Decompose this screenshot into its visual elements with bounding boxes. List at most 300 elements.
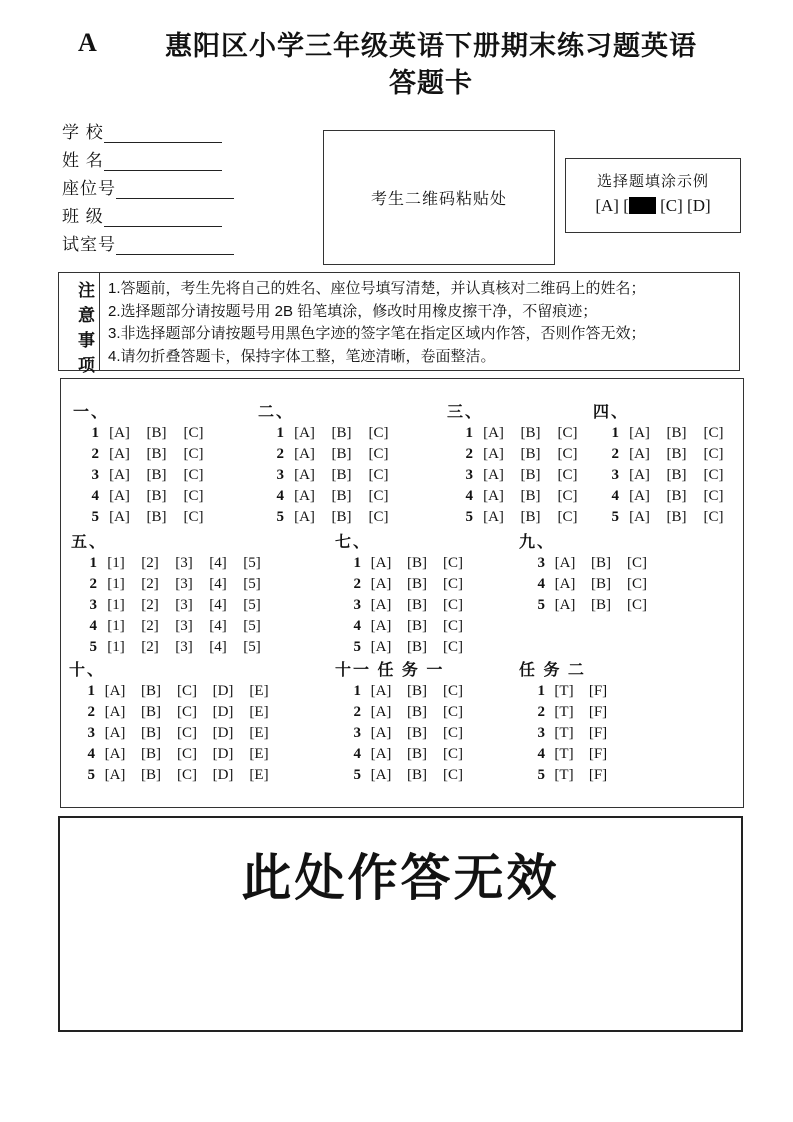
- notice-side-label: [59, 273, 100, 375]
- answer-bubble[interactable]: [B]: [146, 509, 167, 525]
- question-row: [335, 616, 471, 637]
- answer-bubble[interactable]: [3]: [175, 618, 193, 634]
- answer-bubble[interactable]: [1]: [107, 618, 125, 634]
- question-number: 3: [537, 555, 545, 571]
- question-number: 4: [465, 488, 473, 504]
- answer-bubble[interactable]: [B]: [141, 725, 161, 741]
- answer-bubble[interactable]: [A]: [294, 509, 315, 525]
- answer-bubble[interactable]: [C]: [177, 704, 197, 720]
- answer-bubble[interactable]: [D]: [212, 725, 234, 741]
- notice-items: [100, 273, 739, 370]
- answer-bubble[interactable]: [A]: [483, 467, 504, 483]
- question-row: [519, 553, 655, 574]
- question-row: [593, 486, 732, 507]
- question-number: 3: [353, 597, 361, 613]
- question-number: 3: [537, 725, 545, 741]
- question-row: [71, 616, 269, 637]
- answer-bubble[interactable]: [A]: [109, 509, 130, 525]
- fill-example-title: 选择题填涂示例: [596, 173, 709, 190]
- answer-bubble[interactable]: [A]: [109, 488, 130, 504]
- answer-bubble[interactable]: [A]: [370, 746, 392, 762]
- answer-bubble[interactable]: [T]: [554, 683, 574, 699]
- answer-bubble[interactable]: [T]: [554, 725, 574, 741]
- question-row: [519, 765, 615, 786]
- answer-bubble[interactable]: [C]: [557, 467, 578, 483]
- answer-bubble[interactable]: [B]: [141, 746, 161, 762]
- answer-bubble[interactable]: [D]: [212, 767, 234, 783]
- notice-side-char: 项: [78, 356, 95, 375]
- question-row: [335, 702, 471, 723]
- question-row: [519, 574, 655, 595]
- page-title-line1: 惠阳区小学三年级英语下册期末练习题英语: [165, 31, 697, 61]
- student-field-input-line[interactable]: [104, 209, 222, 227]
- answer-bubble[interactable]: [T]: [554, 704, 574, 720]
- answer-bubble[interactable]: [C]: [368, 446, 389, 462]
- page-title-line2: 答题卡: [389, 68, 473, 98]
- answer-section-s1: [73, 399, 212, 528]
- answer-bubble[interactable]: [A]: [554, 576, 576, 592]
- question-row: [519, 595, 655, 616]
- student-fields: [62, 118, 234, 258]
- notice-item: 1.答题前，考生先将自己的姓名、座位号填写清楚，并认真核对二维码上的姓名；: [108, 279, 646, 297]
- answer-bubble[interactable]: [4]: [209, 639, 227, 655]
- question-number: 4: [353, 618, 361, 634]
- answer-bubble[interactable]: [C]: [183, 488, 204, 504]
- section-header: 七、: [335, 534, 372, 551]
- answer-bubble[interactable]: [B]: [666, 425, 687, 441]
- answer-bubble[interactable]: [B]: [407, 746, 427, 762]
- answer-bubble[interactable]: [A]: [370, 576, 392, 592]
- question-row: [447, 507, 586, 528]
- answer-bubble[interactable]: [C]: [557, 509, 578, 525]
- question-row: [335, 637, 471, 658]
- answer-section-s5: [71, 529, 269, 658]
- answer-bubble[interactable]: [B]: [407, 555, 427, 571]
- answer-bubble[interactable]: [B]: [591, 597, 611, 613]
- answer-bubble[interactable]: [C]: [443, 683, 463, 699]
- answer-bubble[interactable]: [F]: [588, 725, 608, 741]
- answer-bubble[interactable]: [C]: [368, 467, 389, 483]
- answer-bubble[interactable]: [D]: [212, 704, 234, 720]
- answer-bubble[interactable]: [B]: [146, 488, 167, 504]
- answer-bubble[interactable]: [T]: [554, 746, 574, 762]
- question-number: 3: [353, 725, 361, 741]
- answer-bubble[interactable]: [B]: [331, 425, 352, 441]
- answer-section-s3: [447, 399, 586, 528]
- answer-bubble[interactable]: [C]: [557, 425, 578, 441]
- answer-bubble[interactable]: [2]: [141, 597, 159, 613]
- answer-bubble[interactable]: [A]: [104, 683, 126, 699]
- question-number: 2: [91, 446, 99, 462]
- question-number: 1: [353, 683, 361, 699]
- answer-bubble[interactable]: [2]: [141, 618, 159, 634]
- question-number: 5: [465, 509, 473, 525]
- question-number: 5: [91, 509, 99, 525]
- answer-bubble[interactable]: [C]: [703, 488, 724, 504]
- question-row: [73, 486, 212, 507]
- answer-bubble[interactable]: [C]: [183, 425, 204, 441]
- answer-bubble[interactable]: [2]: [141, 576, 159, 592]
- answer-bubble[interactable]: [A]: [294, 467, 315, 483]
- answer-bubble[interactable]: [B]: [666, 488, 687, 504]
- question-row: [593, 465, 732, 486]
- answer-bubble[interactable]: [C]: [443, 639, 463, 655]
- question-row: [447, 423, 586, 444]
- question-row: [73, 507, 212, 528]
- answer-bubble[interactable]: [D]: [212, 746, 234, 762]
- answer-bubble[interactable]: [A]: [554, 555, 576, 571]
- question-row: [447, 444, 586, 465]
- notice-box: [58, 272, 740, 375]
- answer-bubble[interactable]: [1]: [107, 639, 125, 655]
- question-number: 4: [89, 618, 97, 634]
- answer-bubble[interactable]: [3]: [175, 555, 193, 571]
- answer-bubble[interactable]: [C]: [183, 467, 204, 483]
- qr-code-paste-area: [323, 130, 555, 265]
- question-number: 1: [87, 683, 95, 699]
- answer-bubble[interactable]: [A]: [629, 467, 650, 483]
- question-row: [593, 507, 732, 528]
- answer-section-s9: [519, 529, 655, 616]
- answer-grid: [60, 378, 744, 808]
- answer-bubble[interactable]: [A]: [629, 509, 650, 525]
- answer-bubble[interactable]: [1]: [107, 576, 125, 592]
- answer-bubble[interactable]: [C]: [443, 555, 463, 571]
- question-number: 5: [276, 509, 284, 525]
- answer-section-s7: [335, 529, 471, 658]
- section-header: 九、: [519, 534, 556, 551]
- student-field-input-line[interactable]: [116, 181, 234, 199]
- question-number: 5: [353, 639, 361, 655]
- question-row: [519, 744, 615, 765]
- student-field: [62, 118, 234, 146]
- answer-bubble[interactable]: [A]: [109, 446, 130, 462]
- answer-bubble[interactable]: [1]: [107, 555, 125, 571]
- answer-bubble[interactable]: [B]: [331, 446, 352, 462]
- answer-bubble[interactable]: [C]: [703, 425, 724, 441]
- answer-bubble[interactable]: [3]: [175, 639, 193, 655]
- question-row: [335, 744, 471, 765]
- notice-side-char: 事: [78, 331, 95, 350]
- question-row: [335, 574, 471, 595]
- answer-bubble[interactable]: [F]: [588, 746, 608, 762]
- question-number: 5: [611, 509, 619, 525]
- question-number: 5: [537, 767, 545, 783]
- answer-bubble[interactable]: [A]: [629, 488, 650, 504]
- section-header: 四、: [593, 404, 630, 421]
- answer-bubble[interactable]: [C]: [627, 597, 647, 613]
- answer-bubble[interactable]: [A]: [370, 725, 392, 741]
- answer-bubble[interactable]: [C]: [443, 576, 463, 592]
- question-row: [71, 553, 269, 574]
- question-row: [69, 723, 277, 744]
- question-number: 4: [276, 488, 284, 504]
- question-number: 4: [537, 746, 545, 762]
- notice-side-char: 意: [78, 306, 95, 325]
- answer-bubble[interactable]: [C]: [177, 767, 197, 783]
- question-number: 5: [537, 597, 545, 613]
- question-number: 2: [353, 576, 361, 592]
- question-row: [69, 744, 277, 765]
- section-header: 任 务 二: [519, 662, 586, 679]
- answer-bubble[interactable]: [A]: [370, 555, 392, 571]
- student-field: [62, 146, 234, 174]
- question-number: 5: [87, 767, 95, 783]
- notice-item: 3.非选择题部分请按题号用黑色字迹的签字笔在指定区域内作答，否则作答无效；: [108, 325, 646, 343]
- student-field-input-line[interactable]: [116, 237, 234, 255]
- question-number: 4: [611, 488, 619, 504]
- question-row: [69, 681, 277, 702]
- answer-bubble[interactable]: [A]: [109, 425, 130, 441]
- section-header: 十一 任 务 一: [335, 662, 445, 679]
- answer-bubble[interactable]: [C]: [703, 467, 724, 483]
- fill-example-before: [A] [: [595, 196, 629, 215]
- answer-bubble[interactable]: [A]: [294, 446, 315, 462]
- answer-bubble[interactable]: [A]: [294, 425, 315, 441]
- answer-bubble[interactable]: [B]: [141, 704, 161, 720]
- question-row: [258, 465, 397, 486]
- notice-side-char: 注: [78, 281, 95, 300]
- answer-bubble[interactable]: [D]: [212, 683, 234, 699]
- question-number: 1: [89, 555, 97, 571]
- question-number: 1: [276, 425, 284, 441]
- answer-bubble[interactable]: [5]: [243, 597, 261, 613]
- question-row: [69, 702, 277, 723]
- qr-code-paste-label: 考生二维码粘贴处: [370, 191, 507, 208]
- answer-bubble[interactable]: [C]: [443, 618, 463, 634]
- answer-bubble[interactable]: [A]: [483, 509, 504, 525]
- answer-bubble[interactable]: [4]: [209, 618, 227, 634]
- student-field-label: 班 级: [62, 207, 104, 226]
- answer-bubble[interactable]: [B]: [141, 767, 161, 783]
- filled-bubble-icon: [629, 197, 656, 214]
- question-row: [258, 423, 397, 444]
- student-field: [62, 174, 234, 202]
- answer-bubble[interactable]: [1]: [107, 597, 125, 613]
- answer-bubble[interactable]: [B]: [407, 618, 427, 634]
- notice-item: 2.选择题部分请按题号用 2B 铅笔填涂，修改时用橡皮擦干净，不留痕迹；: [108, 302, 598, 320]
- student-field-input-line[interactable]: [104, 153, 222, 171]
- question-number: 1: [611, 425, 619, 441]
- fill-example-after: [C] [D]: [655, 196, 711, 215]
- question-row: [73, 423, 212, 444]
- question-row: [519, 681, 615, 702]
- answer-bubble[interactable]: [A]: [483, 446, 504, 462]
- answer-bubble[interactable]: [B]: [407, 576, 427, 592]
- answer-bubble[interactable]: [C]: [443, 746, 463, 762]
- answer-section-s12: [519, 657, 615, 786]
- answer-bubble[interactable]: [E]: [249, 683, 269, 699]
- answer-section-s11: [335, 657, 471, 786]
- answer-bubble[interactable]: [3]: [175, 597, 193, 613]
- question-row: [258, 507, 397, 528]
- answer-bubble[interactable]: [B]: [331, 467, 352, 483]
- answer-bubble[interactable]: [C]: [443, 597, 463, 613]
- question-number: 1: [465, 425, 473, 441]
- question-number: 3: [611, 467, 619, 483]
- answer-bubble[interactable]: [A]: [370, 618, 392, 634]
- answer-bubble[interactable]: [A]: [370, 767, 392, 783]
- question-row: [258, 444, 397, 465]
- answer-bubble[interactable]: [C]: [443, 704, 463, 720]
- answer-bubble[interactable]: [B]: [666, 446, 687, 462]
- section-header: 五、: [71, 534, 108, 551]
- answer-bubble[interactable]: [C]: [177, 746, 197, 762]
- answer-bubble[interactable]: [A]: [109, 467, 130, 483]
- answer-bubble[interactable]: [C]: [627, 576, 647, 592]
- question-number: 2: [87, 704, 95, 720]
- question-row: [335, 723, 471, 744]
- answer-bubble[interactable]: [E]: [249, 704, 269, 720]
- question-number: 2: [465, 446, 473, 462]
- question-row: [519, 723, 615, 744]
- question-number: 2: [276, 446, 284, 462]
- student-field-label: 姓 名: [62, 151, 104, 170]
- answer-bubble[interactable]: [B]: [331, 488, 352, 504]
- answer-bubble[interactable]: [B]: [591, 576, 611, 592]
- answer-bubble[interactable]: [B]: [520, 446, 541, 462]
- answer-bubble[interactable]: [B]: [146, 467, 167, 483]
- answer-bubble[interactable]: [A]: [629, 446, 650, 462]
- question-number: 3: [465, 467, 473, 483]
- answer-bubble[interactable]: [C]: [703, 509, 724, 525]
- question-row: [593, 444, 732, 465]
- answer-bubble[interactable]: [B]: [407, 704, 427, 720]
- answer-bubble[interactable]: [A]: [370, 704, 392, 720]
- answer-bubble[interactable]: [A]: [483, 488, 504, 504]
- answer-bubble[interactable]: [E]: [249, 725, 269, 741]
- answer-bubble[interactable]: [A]: [294, 488, 315, 504]
- answer-bubble[interactable]: [B]: [666, 509, 687, 525]
- question-row: [335, 765, 471, 786]
- question-number: 5: [353, 767, 361, 783]
- answer-bubble[interactable]: [B]: [520, 488, 541, 504]
- question-number: 2: [611, 446, 619, 462]
- answer-bubble[interactable]: [C]: [183, 446, 204, 462]
- answer-bubble[interactable]: [B]: [407, 725, 427, 741]
- answer-bubble[interactable]: [C]: [368, 488, 389, 504]
- question-number: 4: [537, 576, 545, 592]
- answer-bubble[interactable]: [5]: [243, 618, 261, 634]
- student-field-input-line[interactable]: [104, 125, 222, 143]
- student-field: [62, 230, 234, 258]
- section-header: 一、: [73, 404, 110, 421]
- question-row: [593, 423, 732, 444]
- answer-bubble[interactable]: [T]: [554, 767, 574, 783]
- answer-bubble[interactable]: [B]: [331, 509, 352, 525]
- question-number: 2: [537, 704, 545, 720]
- question-row: [335, 553, 471, 574]
- section-header: 十、: [69, 662, 106, 679]
- answer-bubble[interactable]: [E]: [249, 746, 269, 762]
- question-number: 3: [91, 467, 99, 483]
- answer-bubble[interactable]: [C]: [557, 446, 578, 462]
- answer-section-s2: [258, 399, 397, 528]
- answer-bubble[interactable]: [B]: [520, 467, 541, 483]
- answer-bubble[interactable]: [F]: [588, 704, 608, 720]
- question-row: [69, 765, 277, 786]
- answer-bubble[interactable]: [B]: [146, 425, 167, 441]
- student-field: [62, 202, 234, 230]
- answer-bubble[interactable]: [C]: [177, 725, 197, 741]
- student-field-label: 试室号: [62, 235, 116, 254]
- answer-bubble[interactable]: [A]: [104, 746, 126, 762]
- answer-bubble[interactable]: [B]: [407, 767, 427, 783]
- answer-bubble[interactable]: [C]: [703, 446, 724, 462]
- question-number: 1: [353, 555, 361, 571]
- answer-bubble[interactable]: [B]: [146, 446, 167, 462]
- answer-bubble[interactable]: [A]: [483, 425, 504, 441]
- answer-bubble[interactable]: [4]: [209, 555, 227, 571]
- answer-bubble[interactable]: [A]: [104, 704, 126, 720]
- question-number: 2: [89, 576, 97, 592]
- answer-bubble[interactable]: [5]: [243, 576, 261, 592]
- answer-bubble[interactable]: [F]: [588, 767, 608, 783]
- answer-bubble[interactable]: [B]: [666, 467, 687, 483]
- answer-bubble[interactable]: [A]: [104, 725, 126, 741]
- answer-bubble[interactable]: [B]: [591, 555, 611, 571]
- invalid-answer-area: [58, 816, 743, 1032]
- paper-version-label: A: [78, 28, 97, 57]
- section-header: 三、: [447, 404, 484, 421]
- answer-bubble[interactable]: [A]: [629, 425, 650, 441]
- question-row: [71, 595, 269, 616]
- question-row: [73, 444, 212, 465]
- answer-bubble[interactable]: [2]: [141, 639, 159, 655]
- answer-bubble[interactable]: [B]: [407, 683, 427, 699]
- question-number: 3: [89, 597, 97, 613]
- question-row: [258, 486, 397, 507]
- student-field-label: 座位号: [62, 179, 116, 198]
- answer-bubble[interactable]: [A]: [370, 683, 392, 699]
- answer-bubble[interactable]: [B]: [520, 509, 541, 525]
- question-number: 2: [353, 704, 361, 720]
- question-number: 1: [537, 683, 545, 699]
- answer-bubble[interactable]: [C]: [183, 509, 204, 525]
- answer-bubble[interactable]: [C]: [443, 725, 463, 741]
- answer-bubble[interactable]: [C]: [557, 488, 578, 504]
- answer-bubble[interactable]: [C]: [368, 425, 389, 441]
- answer-bubble[interactable]: [C]: [368, 509, 389, 525]
- answer-bubble[interactable]: [A]: [370, 639, 392, 655]
- answer-bubble[interactable]: [A]: [104, 767, 126, 783]
- question-number: 1: [91, 425, 99, 441]
- answer-bubble[interactable]: [B]: [407, 639, 427, 655]
- answer-bubble[interactable]: [B]: [407, 597, 427, 613]
- answer-bubble[interactable]: [B]: [520, 425, 541, 441]
- answer-bubble[interactable]: [5]: [243, 639, 261, 655]
- answer-bubble[interactable]: [3]: [175, 576, 193, 592]
- notice-item: 4.请勿折叠答题卡，保持字体工整，笔迹清晰，卷面整洁。: [108, 348, 496, 366]
- answer-bubble[interactable]: [C]: [627, 555, 647, 571]
- fill-example-box: [565, 158, 741, 233]
- section-header: 二、: [258, 404, 295, 421]
- answer-bubble[interactable]: [B]: [141, 683, 161, 699]
- question-number: 5: [89, 639, 97, 655]
- answer-bubble[interactable]: [E]: [249, 767, 269, 783]
- answer-bubble[interactable]: [4]: [209, 597, 227, 613]
- answer-bubble[interactable]: [A]: [370, 597, 392, 613]
- invalid-answer-text: 此处作答无效: [241, 850, 560, 906]
- answer-bubble[interactable]: [2]: [141, 555, 159, 571]
- answer-bubble[interactable]: [F]: [588, 683, 608, 699]
- answer-bubble[interactable]: [5]: [243, 555, 261, 571]
- answer-bubble[interactable]: [C]: [177, 683, 197, 699]
- answer-bubble[interactable]: [4]: [209, 576, 227, 592]
- question-row: [447, 486, 586, 507]
- answer-bubble[interactable]: [A]: [554, 597, 576, 613]
- answer-bubble[interactable]: [C]: [443, 767, 463, 783]
